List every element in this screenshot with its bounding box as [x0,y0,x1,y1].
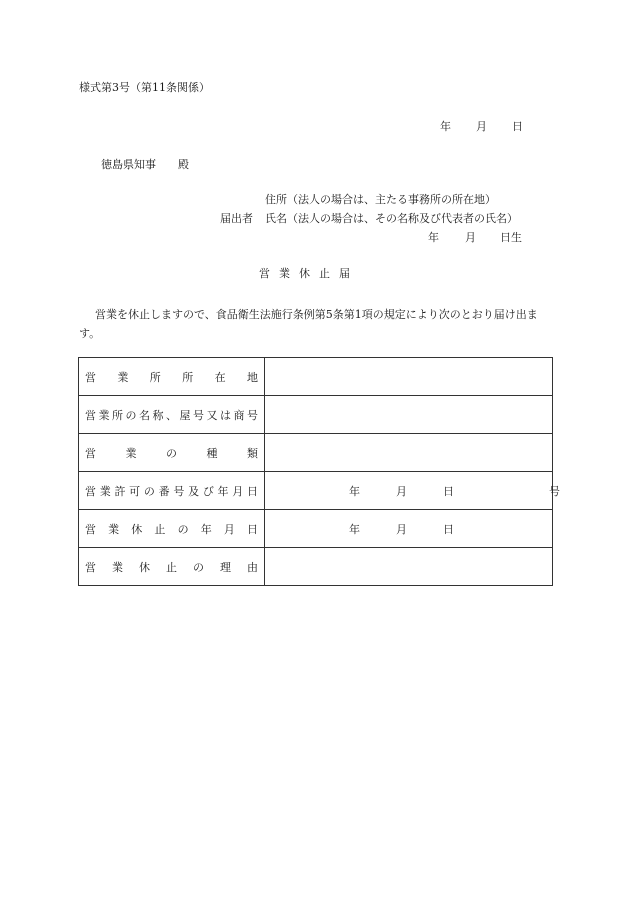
table-row [79,358,553,396]
addressee-suffix: 殿 [178,158,189,171]
license-number-label: 号 [549,484,560,498]
table-row [79,396,553,434]
applicant-label: 届出者 [220,212,253,225]
document-title: 営業休止届 [259,267,359,280]
addressee-name: 徳島県知事 [101,158,156,171]
value-business-name[interactable] [265,396,553,434]
birth-year-label: 年 [428,231,439,244]
intro-paragraph: 営業を休止しますので、食品衛生法施行条例第5条第1項の規定により次のとおり届け出ます。 [79,308,538,340]
applicant-row [220,212,518,226]
value-business-type[interactable] [265,434,553,472]
suspension-year-label: 年 [349,522,360,536]
value-location[interactable] [265,358,553,396]
row-label-location: 営業所所在地 [79,358,265,396]
form-number: 様式第3号（第11条関係） [79,81,210,94]
suspension-day-label: 日 [443,522,454,536]
license-month-label: 月 [396,484,407,498]
license-year-label: 年 [349,484,360,498]
date-day-label: 日 [512,120,523,133]
addressee [101,158,189,172]
table-row [79,472,553,510]
table-row [79,548,553,586]
birth-day-label: 日生 [500,231,522,244]
date-year-label: 年 [440,120,451,133]
date-month-label: 月 [476,120,487,133]
birth-month-label: 月 [465,231,476,244]
name-label: 氏名（法人の場合は、その名称及び代表者の氏名） [265,212,518,225]
value-license-number-date[interactable] [265,472,560,510]
form-table [78,357,560,586]
table-row [79,434,553,472]
license-day-label: 日 [443,484,454,498]
row-label-suspension-reason: 営業休止の理由 [79,548,265,586]
row-label-suspension-date: 営業休止の年月日 [79,510,265,548]
row-label-license-number-date: 営業許可の番号及び年月日 [79,472,265,510]
row-label-business-name: 営業所の名称、屋号又は商号 [79,396,265,434]
suspension-month-label: 月 [396,522,407,536]
table-row [79,510,553,548]
value-suspension-reason[interactable] [265,548,553,586]
address-label: 住所（法人の場合は、主たる事務所の所在地） [265,193,496,206]
value-suspension-date[interactable] [265,510,553,548]
row-label-business-type: 営業の種類 [79,434,265,472]
